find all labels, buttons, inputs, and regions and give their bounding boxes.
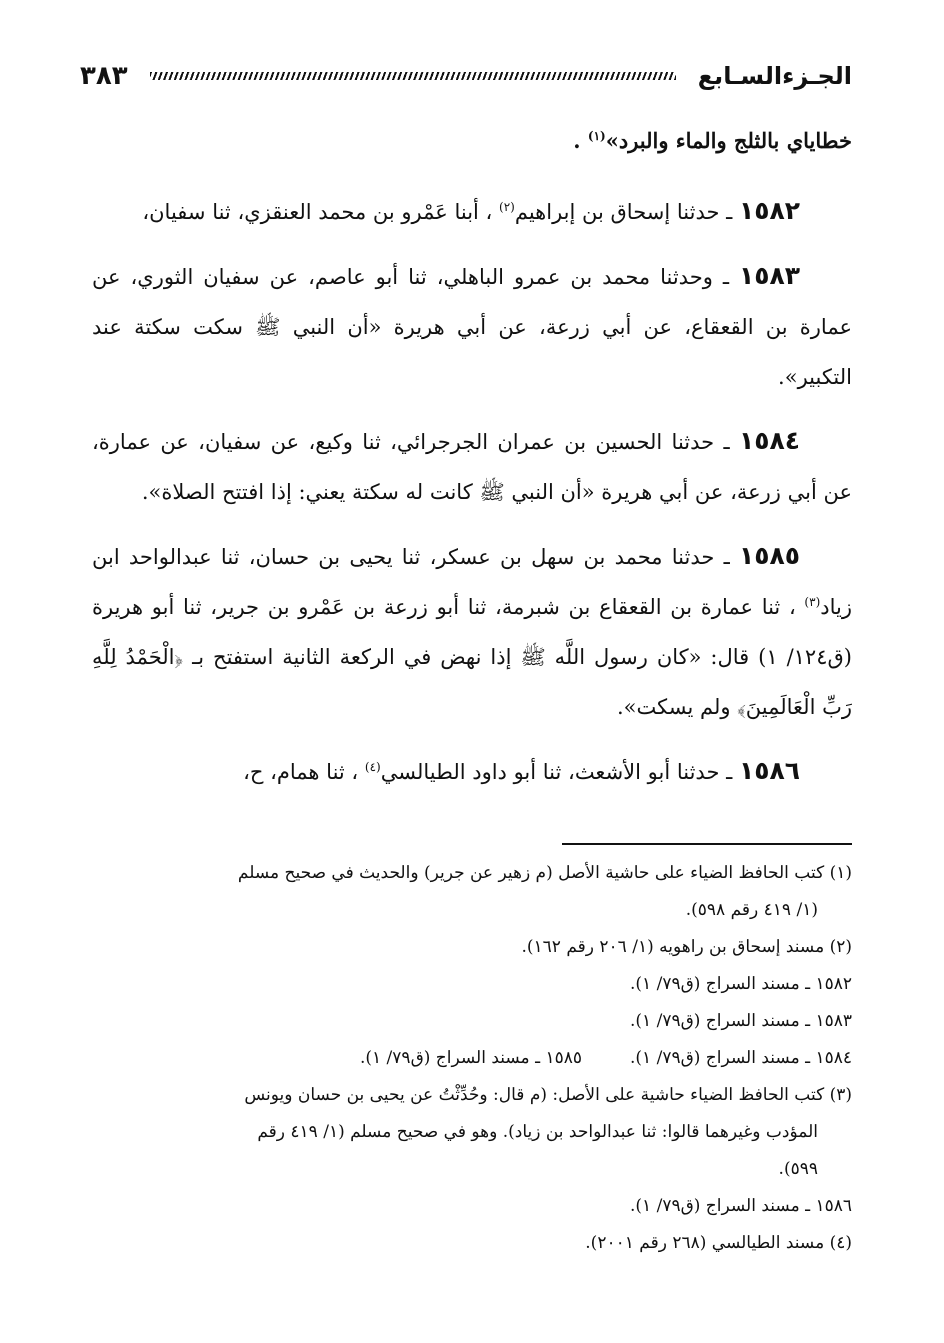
hadith-1586: ١٥٨٦ ـ حدثنا أبو الأشعث، ثنا أبو داود الطيالسي$^{(٤)}$ ، ثنا همام، ح، [243,756,800,785]
footnotes [92,855,852,1262]
footnote-2: (٢) مسند إسحاق بن راهويه (١/ ٢٠٦ رقم ١٦٢). [521,937,852,957]
hadith-1583: ١٥٨٣ ـ وحدثنا محمد بن عمرو الباهلي، ثنا أبو عاصم، عن سفيان الثوري، عن عمارة بن القعقاع، عن أبي زرعة، عن أبي هريرة «أن النبي ﷺ سكت سكتة عند التكبير». [92,261,852,389]
hadith-1582: ١٥٨٢ ـ حدثنا إسحاق بن إبراهيم$^{(٢)}$ ، أبنا عَمْرو بن محمد العنقزي، ثنا سفيان، [142,196,800,225]
footnote-separator [562,843,852,845]
takhrij-1582: ١٥٨٢ ـ مسند السراج (ق٧٩/ ١). [629,974,852,994]
takhrij-1585: ١٥٨٥ ـ مسند السراج (ق٧٩/ ١). [359,1048,582,1068]
hadith-1585: ١٥٨٥ ـ حدثنا محمد بن سهل بن عسكر، ثنا يحيى بن حسان، ثنا عبدالواحد ابن زياد$^{(٣)}$ ، ثنا عمارة بن القعقاع بن شبرمة، ثنا أبو زرعة بن عَمْرو بن جرير، ثنا أبو هريرة (ق١٢٤/ ١) قال: «كان رسول اللَّه ﷺ إذا نهض في الركعة الثانية استفتح بـ ﴿الْحَمْدُ لِلَّهِ رَبِّ الْعَالَمِينَ﴾ ولم يسكت». [92,541,852,719]
footnote-ref: (٤) [364,760,381,774]
footnote-ref: (١) [587,129,606,143]
page-number: ٣٨٣ [80,61,128,91]
hadith-number: ١٥٨٥ [738,541,800,570]
hadith-number: ١٥٨٢ [738,196,800,225]
takhrij-1586: ١٥٨٦ ـ مسند السراج (ق٧٩/ ١). [629,1196,852,1216]
header-rule [150,72,676,80]
running-title: الجـزءالسـابع [697,62,852,90]
takhrij-1584: ١٥٨٤ ـ مسند السراج (ق٧٩/ ١). [629,1048,852,1068]
footnote-1: (١) كتب الحافظ الضياء على حاشية الأصل (م زهير عن جرير) والحديث في صحيح مسلم (١/ ٤١٩ رقم ٥٩٨). [237,863,852,920]
hadith-1584: ١٥٨٤ ـ حدثنا الحسين بن عمران الجرجرائي، ثنا وكيع، عن سفيان، عن عمارة، عن أبي زرعة، عن أبي هريرة «أن النبي ﷺ كانت له سكتة يعني: إذا افتتح الصلاة». [92,426,852,504]
footnote-3: (٣) كتب الحافظ الضياء حاشية على الأصل: (م قال: وحُدِّثْتُ عن يحيى بن حسان ويونس المؤدب وغيرهما قالوا: ثنا عبدالواحد بن زياد). وهو في صحيح مسلم (١/ ٤١٩ رقم ٥٩٩). [244,1085,852,1179]
opening-line: خطاياي بالثلج والماء والبرد»$^{(١)}$ . [573,128,852,153]
footnote-ref: (٣) [804,595,821,609]
footnote-4: (٤) مسند الطيالسي (٢٦٨ رقم ٢٠٠١). [585,1233,852,1253]
page-header [80,56,852,96]
footnote-ref: (٢) [499,200,515,214]
main-text [92,116,852,811]
hadith-number: ١٥٨٣ [738,261,800,290]
hadith-number: ١٥٨٦ [738,756,800,785]
hadith-number: ١٥٨٤ [738,426,800,455]
takhrij-1583: ١٥٨٣ ـ مسند السراج (ق٧٩/ ١). [629,1011,852,1031]
takhrij-1584-1585 [92,1040,852,1077]
